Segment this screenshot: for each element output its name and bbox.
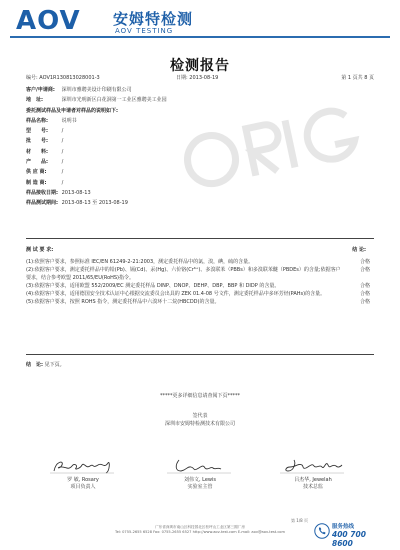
footer-page-ref: 第 1/8 页 (291, 518, 308, 523)
header-divider (10, 36, 390, 38)
address-label: 地 址: (26, 97, 43, 104)
result-item-text: (1):依照客户要求，参照标准 IEC/EN 61249-2-21:2003，测定委托样品中的氯，溴，碘，硫的含量。 (26, 259, 254, 265)
address-row (26, 95, 376, 105)
handwritten-signature-icon (278, 457, 348, 475)
result-item-text: (3):依据客户要求，适用欧盟 552/2009/EC 测定委托样品 DINP、DNOP、DEHP、DBP、BBP 和 DIDP 的含量。 (26, 282, 280, 289)
hotline-label: 服务热线 (332, 524, 355, 530)
info-value: / (61, 138, 64, 145)
logo-mark: AOV (16, 6, 81, 36)
hotline-number: 400 700 8600 (332, 530, 366, 548)
signer-role: 项目负责人 (70, 484, 96, 490)
period-value: 2013-08-13 至 2013-08-19 (61, 200, 128, 207)
info-label: 产 品: (26, 159, 48, 166)
results-list (26, 259, 374, 307)
report-date: 日期: 2013-08-19 (176, 75, 219, 81)
footer-contact: Tel: 0755-2655 6528 Fax: 0755-2655 6527 http://www.aov-test.com E-mail: aov@aov-test.com (114, 530, 286, 534)
result-heading: 结 论: (352, 247, 366, 253)
period-row (26, 198, 376, 208)
report-page-count: 第 1 页共 8 页 (341, 75, 374, 81)
result-item (26, 259, 374, 267)
company-name-en: AOV TESTING (115, 27, 174, 35)
info-label: 批 号: (26, 138, 48, 145)
signer-name: 刘伟文, Lewis (183, 477, 217, 483)
signature-block (268, 457, 358, 491)
footer-address: 广东省深圳市南山区科技园北区松坪山工业区第三期厂房 (155, 525, 245, 529)
signer-name: 罗 敏, Rosary (67, 477, 99, 483)
info-row (26, 167, 376, 177)
received-label: 样品接收日期: (26, 189, 59, 196)
report-meta (26, 74, 374, 82)
info-row (26, 116, 376, 126)
conclusion-value: 见下页。 (44, 362, 65, 368)
company-logo (16, 6, 226, 36)
service-hotline (314, 522, 386, 548)
conclusion (26, 361, 65, 368)
info-value: 说明书 (61, 117, 77, 124)
result-item-status: 合格 (359, 259, 370, 265)
client-label: 客户/申请商: (26, 87, 55, 93)
info-row (26, 147, 376, 157)
result-item (26, 299, 374, 307)
signer-name: 吕杰华, Jewelah (294, 477, 332, 483)
info-row (26, 178, 376, 188)
result-item-status: 合格 (359, 298, 370, 305)
info-row (26, 157, 376, 167)
results-header (26, 246, 374, 254)
signer-role: 实验室主管 (187, 484, 213, 490)
result-item (26, 283, 374, 291)
info-value: / (61, 128, 64, 135)
sample-info (26, 85, 376, 209)
signature-block (155, 457, 245, 491)
client-row (26, 85, 376, 95)
section-divider (26, 354, 374, 355)
end-note: *****更多详细信息请查阅下页***** (159, 393, 240, 399)
info-value: / (61, 169, 64, 176)
info-label: 材 料: (26, 148, 48, 155)
result-item-text: (4):依据客户要求，适用德国安全技术认证中心根据交流委员会出具的 ZEK 01.4-08 号文件，测定委托样品中多环芳烃(PAHs)的含量。 (26, 290, 326, 297)
result-item (26, 291, 374, 299)
period-label: 样品测试期间: (26, 200, 59, 207)
handwritten-signature-icon (48, 457, 118, 475)
requirements-heading: 测 试 要 求: (26, 247, 54, 253)
result-item-text: (2):依据客户要求，测定委托样品中的铅(Pb)、镉(Cd)、汞(Hg)、六价铬(Cr⁶⁺)、多溴联苯（PBBs）和多溴联苯醚（PBDEs）的含量;依据客户要求，结合参考欧盟 2011/65/EU(RoHS)指令。 (26, 267, 341, 281)
info-row (26, 126, 376, 136)
info-label: 型 号: (26, 128, 48, 135)
issuer-company: 深圳市安姆特检测技术有限公司 (164, 421, 235, 427)
result-item-status: 合格 (359, 282, 370, 289)
handwritten-signature-icon (165, 457, 235, 475)
conclusion-label: 结 论: (26, 362, 43, 368)
info-value: / (61, 179, 64, 186)
phone-icon (314, 523, 330, 539)
declaration-row (26, 106, 376, 116)
client-value: 深圳市雅聘美设计印刷有限公司 (61, 87, 132, 93)
received-value: 2013-08-13 (61, 189, 91, 196)
issuer-block (0, 412, 400, 428)
issuer-line: 签代表 (192, 413, 208, 419)
received-row (26, 188, 376, 198)
address-value: 深圳市光明新区白花洞第一工业区雅聘美工业园 (61, 97, 167, 104)
result-item (26, 267, 374, 282)
result-item-status: 合格 (359, 267, 370, 274)
signer-role: 技术总监 (302, 484, 323, 490)
declaration-text: 委托测试样品及申请者对样品的说明如下: (26, 107, 119, 114)
info-label: 制 造 商: (26, 179, 47, 186)
info-value: / (61, 159, 64, 166)
company-name-cn: 安姆特检测 (113, 10, 194, 28)
signature-block (38, 457, 128, 491)
info-row (26, 136, 376, 146)
info-label: 供 应 商: (26, 169, 47, 176)
page-title: 检测报告 (170, 58, 230, 74)
result-item-text: (5):依据客户要求，按照 ROHS 指令，测定委托样品中六溴环十二烷(HBCDD)的含量。 (26, 298, 220, 305)
report-number: 编号: AOV1R130813028001-3 (26, 75, 100, 81)
result-item-status: 合格 (359, 290, 370, 297)
info-label: 样品名称: (26, 117, 48, 124)
info-value: / (61, 148, 64, 155)
section-divider (26, 238, 374, 239)
